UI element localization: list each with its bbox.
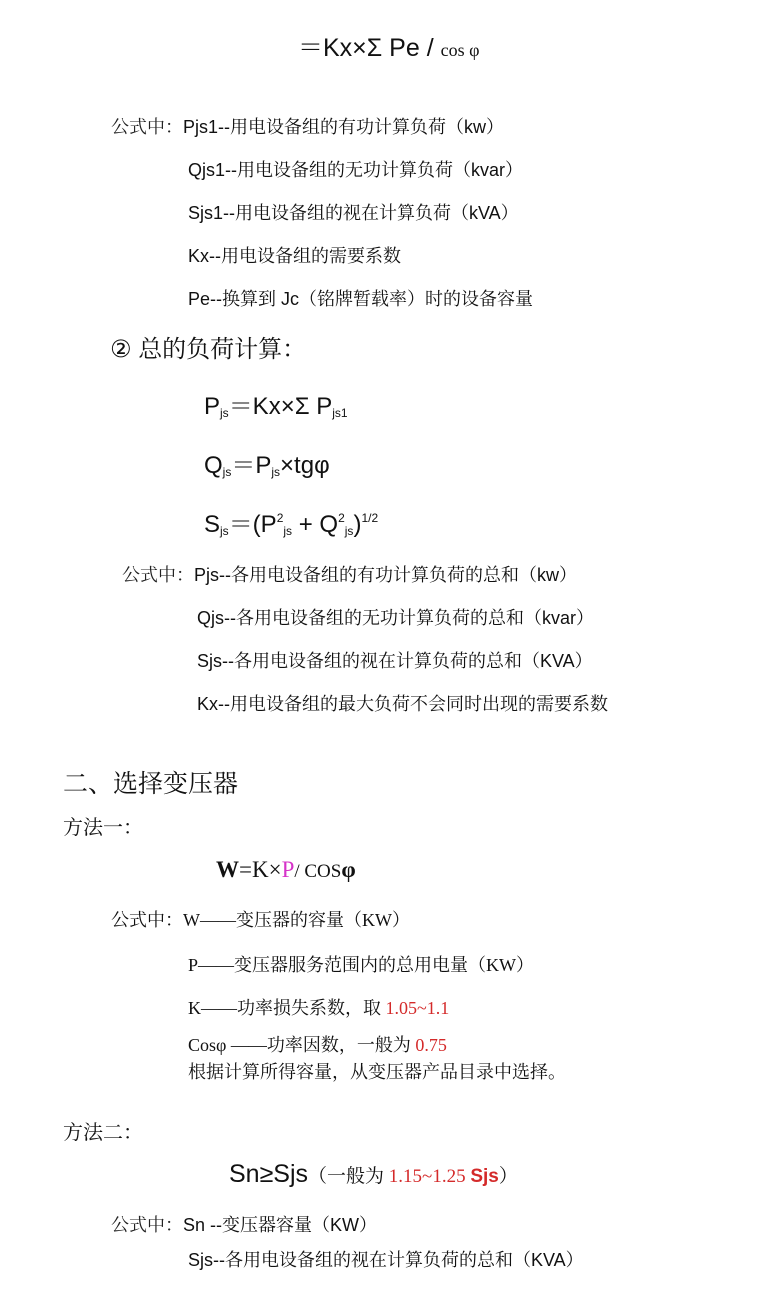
legend1-prefix: 公式中： (111, 117, 183, 137)
legend2-line-3: Sjs--各用电设备组的视在计算负荷的总和（KVA） (197, 651, 593, 671)
legend1-text: Pjs1--用电设备组的有功计算负荷（kw） (183, 117, 505, 137)
formula-top-main: ＝Kx×Σ Pe / (298, 34, 441, 62)
legend1-line-4: Kx--用电设备组的需要系数 (188, 246, 401, 266)
method1-label: 方法一： (63, 817, 143, 839)
section-total-title (110, 336, 306, 364)
method1-legend-line-1: 公式中：W——变压器的容量（KW） (111, 910, 410, 930)
formula-top (298, 34, 479, 63)
method1-note: 根据计算所得容量，从变压器产品目录中选择。 (188, 1062, 566, 1082)
legend2-prefix: 公式中： (122, 565, 194, 585)
method1-legend-line-4: Cosφ ——功率因数，一般为 0.75 (188, 1035, 447, 1055)
legend1-line-2: Qjs1--用电设备组的无功计算负荷（kvar） (188, 160, 524, 180)
section-total-heading: 总的负荷计算： (138, 336, 307, 363)
legend2-line-2: Qjs--各用电设备组的无功计算负荷的总和（kvar） (197, 608, 594, 628)
legend2-line-4: Kx--用电设备组的最大负荷不会同时出现的需要系数 (197, 694, 608, 714)
legend1-line-1 (111, 117, 504, 138)
method2-legend-line-2: Sjs--各用电设备组的视在计算负荷的总和（KVA） (188, 1250, 584, 1270)
method1-formula: W=K×P/ COSφ (216, 857, 356, 882)
method2-label: 方法二： (63, 1122, 143, 1144)
legend2-text: Pjs--各用电设备组的有功计算负荷的总和（kw） (194, 565, 577, 585)
legend2-line-1 (122, 565, 577, 586)
heading-transformer: 二、选择变压器 (63, 770, 239, 798)
method2-formula: Sn≥Sjs（一般为 1.15~1.25 Sjs） (229, 1160, 518, 1188)
legend1-line-5: Pe--换算到 Jc（铭牌暂载率）时的设备容量 (188, 289, 534, 309)
method1-legend-line-2: P——变压器服务范围内的总用电量（KW） (188, 955, 534, 975)
circled-number-icon: ② (110, 336, 132, 363)
formula-qjs: $Q_{js}=P_{js}\times tg\varphi$ (204, 452, 330, 479)
method1-legend-line-3: K——功率损失系数，取 1.05~1.1 (188, 998, 450, 1018)
legend1-line-3: Sjs1--用电设备组的视在计算负荷（kVA） (188, 203, 519, 223)
method2-legend-line-1: 公式中：Sn --变压器容量（KW） (111, 1215, 378, 1235)
formula-top-cos: cos φ (440, 40, 480, 60)
formula-sjs: $S_{js}=(P^2_{js} + Q^2_{js})^{1/2}$ (204, 510, 379, 538)
formula-pjs: $P_{js}=Kx\times\Sigma$ $P_{js1}$ (204, 393, 348, 420)
